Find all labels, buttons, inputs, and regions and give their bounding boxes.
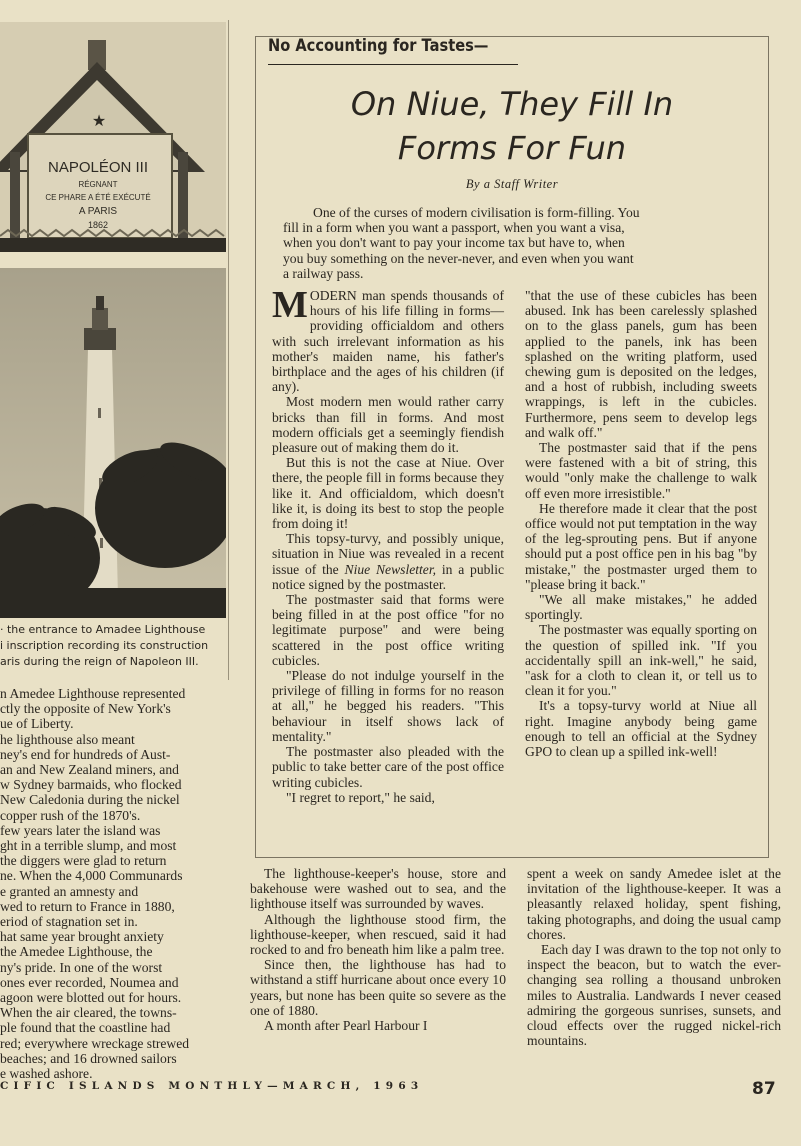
left-line: ones ever recorded, Noumea and [0,974,179,990]
kicker-underline [268,64,518,65]
publication-title: Niue Newsletter, [344,561,437,577]
left-line: the Amedee Lighthouse, the [0,944,153,960]
paragraph: It's a topsy-turvy world at Niue all right. Imagine anybody being game enough to tell an official at the Sydney GPO to clean up a spilled ink-well! [525,698,757,760]
paragraph: Most modern men would rather carry bricks than fill in forms. And most modern officials get a seemingly fiendish pleasure out of making them do it. [272,394,504,456]
article-byline: By a Staff Writer [465,177,559,191]
left-line: ney's end for hundreds of Aust- [0,746,171,762]
article-headline [262,82,762,170]
left-line: agoon were blotted out for hours. [0,990,182,1006]
column-rule [228,20,229,680]
paragraph: He therefore made it clear that the post office would not put temptation in the way of the leg-sprouting pens. But if anyone should put a post office pen in his bag "by mistake," the postmaster urged them to "please bring it back." [525,500,757,592]
lighthouse-photo [0,268,226,618]
left-line: ny's pride. In one of the worst [0,959,163,975]
left-line: ple found that the coastline had [0,1020,171,1036]
article-column-1 [272,284,505,805]
left-line: wed to return to France in 1880, [0,898,175,914]
paragraph: The postmaster was equally sporting on the question of spilled ink. "If you accidentally spill an ink-well," he said, "ask for a cloth to clean it, or tell us to clean it for you." [525,622,757,699]
paragraph: Each day I was drawn to the top not only to inspect the beacon, but to watch the ever-changing sea rolling a thousand unbroken miles to Australia. Landwards I never ceased admiring the gorgeous sunrises, sunsets, and cloud effects over the rugged nickel-rich mountains. [527,942,781,1049]
left-line: few years later the island was [0,822,161,838]
intro-line: when you don't want to pay your income tax but have to, when [283,235,625,251]
left-line: eriod of stagnation set in. [0,914,138,930]
left-line: hat same year brought anxiety [0,929,164,945]
left-line: e washed ashore. [0,1066,93,1082]
left-line: w Sydney barmaids, who flocked [0,777,182,793]
photo-caption [0,622,232,670]
article-column-2 [525,288,757,759]
bottom-column-2 [527,866,781,1048]
caption-line: i inscription recording its construction [0,639,209,652]
caption-line: · the entrance to Amadee Lighthouse [0,623,206,636]
paragraph: Although the lighthouse stood firm, the lighthouse-keeper, when rescued, said it had rocked to and fro beneath him like a palm tree. [250,911,506,958]
left-line: e granted an amnesty and [0,883,139,899]
svg-text:★: ★ [91,111,107,130]
left-line: ne. When the 4,000 Communards [0,868,183,884]
plaque-photo [0,22,226,252]
drop-cap: M [272,284,308,326]
plaque-line-3: CE PHARE A ÉTÉ EXÉCUTÉ [45,193,151,202]
paragraph: But this is not the case at Niue. Over there, the people fill in forms because they like it. And officialdom, which doesn't like it, is doing its best to stop the people from doing it! [272,455,504,532]
left-line: n Amedee Lighthouse represented [0,686,186,701]
plaque-line-1: NAPOLÉON III [47,159,149,176]
paragraph: "We all make mistakes," he added sportingly. [525,592,757,623]
intro-line: you buy something on the never-never, and even when you want [283,250,634,266]
paragraph: The lighthouse-keeper's house, store and bakehouse were washed out to sea, and the lighthouse itself was surrounded by waves. [250,866,506,912]
article-intro [283,205,743,281]
left-line: ctly the opposite of New York's [0,701,171,717]
plaque-line-4: A PARIS [78,206,118,217]
article-kicker: No Accounting for Tastes— [268,36,489,56]
intro-line: fill in a form when you want a passport, when you want a visa, [283,220,625,236]
running-footer: CIFIC ISLANDS MONTHLY—MARCH, 1963 [0,1080,424,1092]
paragraph: "Please do not indulge yourself in the privilege of filling in forms for no reason at all," he begged his readers. "This behaviour in itself shows lack of mentality." [272,668,504,744]
left-line: the diggers were glad to return [0,853,167,869]
left-line: ue of Liberty. [0,716,74,732]
left-line: ght in a terrible slump, and most [0,838,177,854]
paragraph: The postmaster said that forms were being filled in at the post office "for no legitimate purpose" and were being scattered in the post office writing cubicles. [272,592,504,668]
paragraph: MODERN man spends thousands of hours of his life filling in forms—providing officialdom and others with such irrelevant information as his mother's maiden name, his father's birthplace and the ages of his children (if any). [272,284,504,395]
plaque-line-2: RÉGNANT [78,180,118,189]
caption-line: aris during the reign of Napoleon III. [0,655,199,668]
left-line: he lighthouse also meant [0,731,135,747]
plaque-illustration [0,22,226,252]
left-column-text [0,686,230,1081]
paragraph: "I regret to report," he said, [286,789,435,805]
intro-line: One of the curses of modern civilisation is form-filling. You [313,205,640,220]
paragraph: spent a week on sandy Amedee islet at the invitation of the lighthouse-keeper. It was a pleasantly relaxed holiday, spent fishing, taking photographs, and doing the usual camp chores. [527,866,781,942]
left-line: copper rush of the 1870's. [0,807,141,823]
intro-line: a railway pass. [283,265,364,281]
left-line: red; everywhere wreckage strewed [0,1035,190,1051]
left-line: beaches; and 16 drowned sailors [0,1050,177,1066]
headline-line-1: On Niue, They Fill In [350,85,674,123]
left-line: New Caledonia during the nickel [0,792,180,808]
left-line: an and New Zealand miners, and [0,762,179,778]
paragraph: A month after Pearl Harbour I [264,1018,428,1034]
left-line: When the air cleared, the towns- [0,1005,177,1021]
plaque-line-5: 1862 [87,220,109,230]
page-number: 87 [752,1079,776,1099]
paragraph: "that the use of these cubicles has been abused. Ink has been carelessly splashed on to the glass panels, gum has been applied to the panels, ink has been splashed on the writing platform, used chewing gum is deposited on the ledges, and a host of rubbish, including sweets wrappings, is left in the cubicles. Furthermore, pens seem to develop legs and walk off." [525,288,757,440]
headline-line-2: Forms For Fun [397,129,627,167]
paragraph: The postmaster also pleaded with the public to take better care of the post office writing cubicles. [272,744,504,790]
paragraph: The postmaster said that if the pens were fastened with a bit of string, this would "only make the challenge to walk off even more irresistible." [525,440,757,501]
bottom-column-1 [250,866,506,1033]
paragraph: This topsy-turvy, and possibly unique, situation in Niue was revealed in a recent issue of the Niue Newsletter, in a public notice signed by the postmaster. [272,531,505,592]
paragraph: Since then, the lighthouse has had to withstand a stiff hurricane about once every 10 years, but none has been quite so severe as the one of 1880. [250,957,506,1018]
lighthouse-illustration [0,268,226,618]
